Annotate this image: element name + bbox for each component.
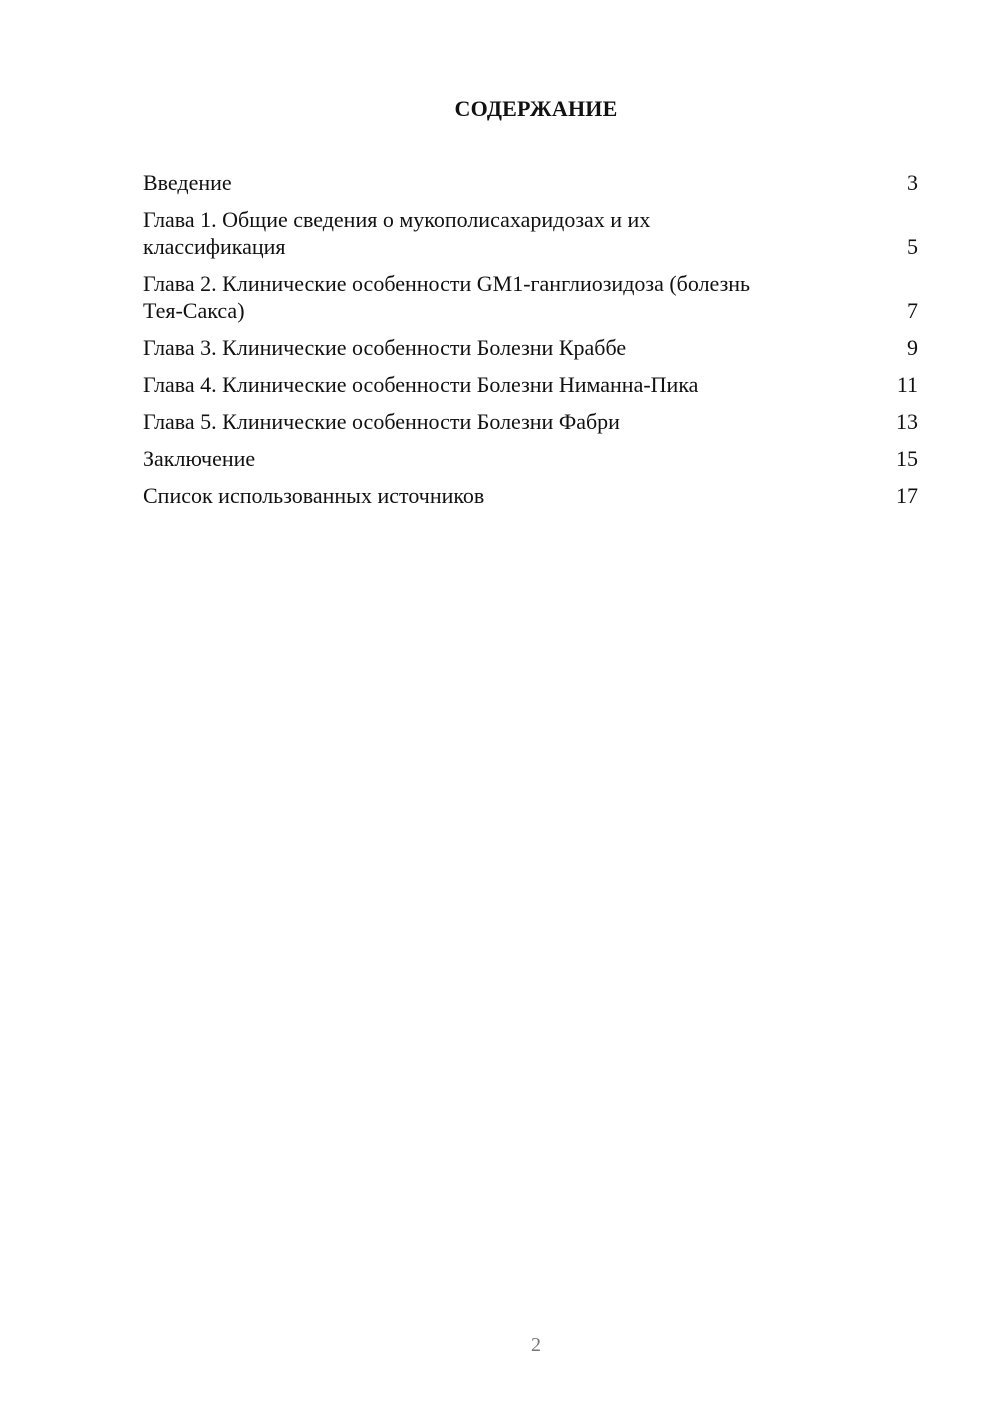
toc-entry-page: 13 [896,409,918,434]
toc-entry-chapter-5[interactable] [143,408,918,435]
toc-entry-text: Список использованных источников [143,483,485,508]
toc-entry-text: Глава 1. Общие сведения о мукополисахаридозах и их классификация [143,207,651,259]
toc-entry-text: Глава 4. Клинические особенности Болезни Ниманна-Пика [143,372,699,397]
page-title: СОДЕРЖАНИЕ [454,96,618,121]
toc-entry-page: 7 [907,298,918,323]
toc-entry-page: 9 [907,335,918,360]
toc-entry-page: 15 [896,446,918,471]
toc-entry-text: Введение [143,170,232,195]
toc-entry-chapter-4[interactable] [143,371,918,398]
toc-entry-references[interactable] [143,482,918,509]
toc-entry-chapter-3[interactable] [143,334,918,361]
toc-entry-text: Глава 5. Клинические особенности Болезни Фабри [143,409,620,434]
toc-entry-chapter-2[interactable] [143,270,918,324]
toc-entry-page: 17 [896,483,918,508]
toc-entry-page: 11 [896,372,918,397]
toc-entry-text: Глава 3. Клинические особенности Болезни Краббе [143,335,627,360]
toc-entry-page: 3 [907,170,918,195]
toc-entry-chapter-1[interactable] [143,206,918,260]
toc-entry-page: 5 [907,234,918,259]
toc-entry-introduction[interactable] [143,169,918,196]
toc-entry-text: Заключение [143,446,256,471]
table-of-contents [143,169,918,519]
toc-entry-conclusion[interactable] [143,445,918,472]
toc-entry-text: Глава 2. Клинические особенности GM1-ганглиозидоза (болезнь Тея-Сакса) [143,271,751,323]
page-number: 2 [531,1334,541,1356]
